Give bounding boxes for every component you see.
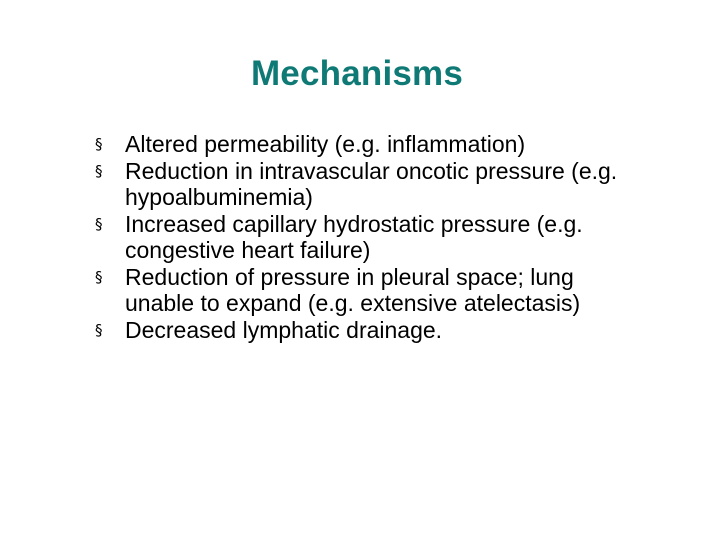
bullet-list <box>0 131 720 343</box>
bullet-marker-icon: § <box>95 161 103 180</box>
slide-title: Mechanisms <box>250 54 464 93</box>
bullet-marker-icon: § <box>95 135 103 153</box>
bullet-line: Altered permeability (e.g. inflammation) <box>125 131 526 157</box>
bullet-item-pleural-space-pressure <box>0 264 720 317</box>
bullet-item-hydrostatic-pressure <box>0 211 720 264</box>
bullet-line: Reduction in intravascular oncotic pressure (e.g. <box>125 157 618 184</box>
bullet-item-altered-permeability <box>0 131 720 158</box>
bullet-line: congestive heart failure) <box>125 237 371 263</box>
bullet-line: Increased capillary hydrostatic pressure (e.g. <box>125 210 583 237</box>
bullet-item-oncotic-pressure <box>0 158 720 211</box>
bullet-marker-icon: § <box>95 267 103 286</box>
bullet-marker-icon: § <box>95 320 103 339</box>
bullet-line: unable to expand (e.g. extensive atelectasis) <box>125 290 581 316</box>
bullet-item-lymphatic-drainage <box>0 317 720 344</box>
bullet-line: hypoalbuminemia) <box>125 184 313 210</box>
bullet-line: Reduction of pressure in pleural space; lung <box>125 263 574 290</box>
bullet-marker-icon: § <box>95 214 103 233</box>
bullet-line: Decreased lymphatic drainage. <box>125 316 443 343</box>
